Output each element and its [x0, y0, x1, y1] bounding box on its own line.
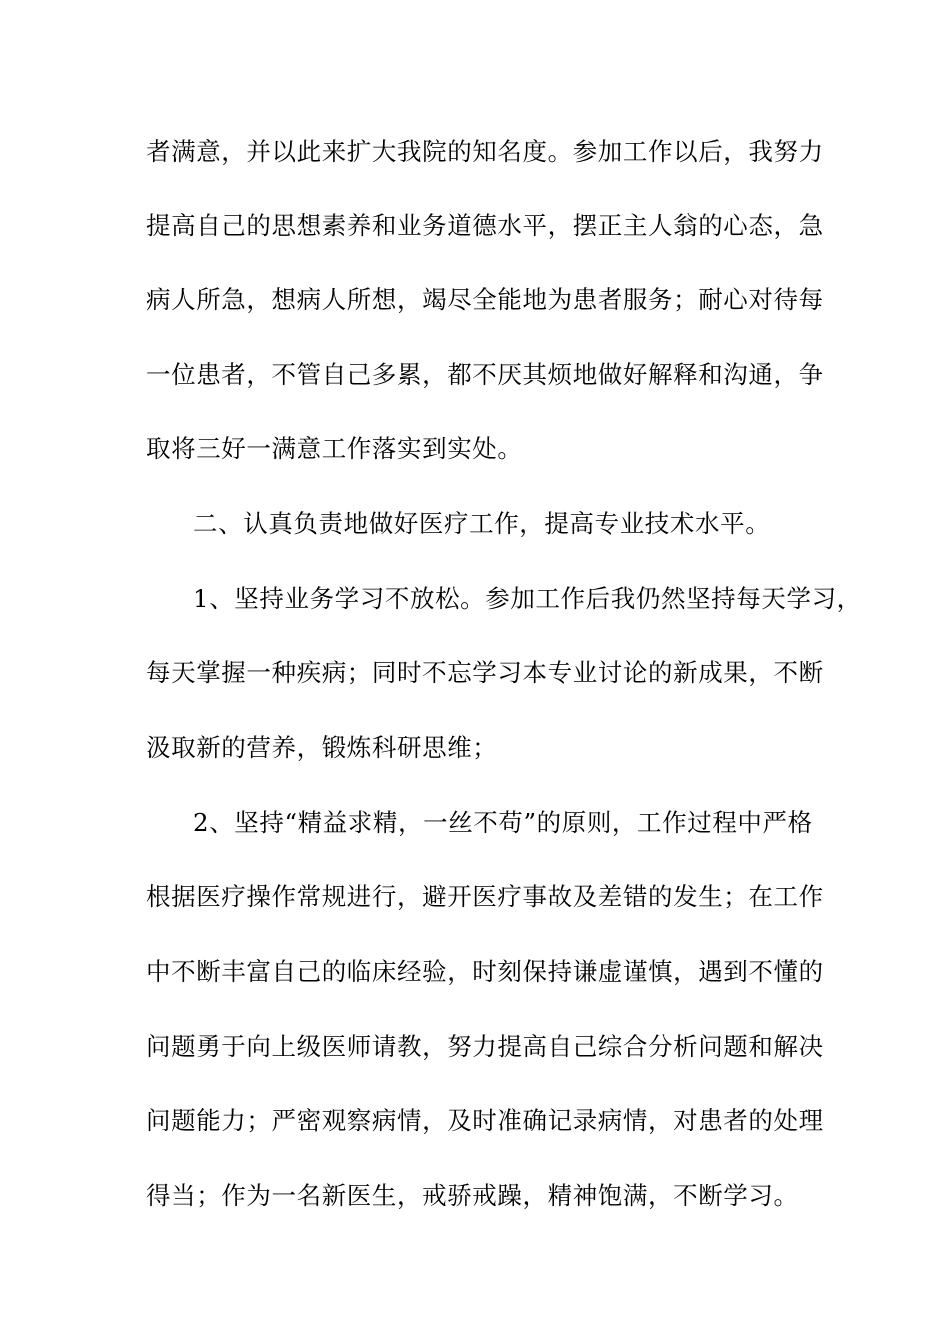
- paragraph-line: 1、坚持业务学习不放松。参加工作后我仍然坚持每天学习，: [193, 584, 862, 613]
- paragraph-line: 者满意，并以此来扩大我院的知名度。参加工作以后，我努力: [146, 137, 824, 166]
- paragraph-line: 汲取新的营养，锻炼科研思维；: [146, 733, 498, 762]
- paragraph-line: 一位患者，不管自己多累，都不厌其烦地做好解释和沟通，争: [146, 360, 824, 389]
- paragraph-line: 中不断丰富自己的临床经验，时刻保持谦虚谨慎，遇到不懂的: [146, 957, 824, 986]
- paragraph-line: 每天掌握一种疾病；同时不忘学习本专业讨论的新成果，不断: [146, 658, 824, 687]
- paragraph-line: 提高自己的思想素养和业务道德水平，摆正主人翁的心态，急: [146, 211, 824, 240]
- section-heading: 二、认真负责地做好医疗工作，提高专业技术水平。: [193, 509, 771, 538]
- paragraph-line: 得当；作为一名新医生，戒骄戒躁，精神饱满，不断学习。: [146, 1181, 799, 1210]
- paragraph-line: 2、坚持“精益求精，一丝不苟”的原则，工作过程中严格: [193, 808, 813, 837]
- paragraph-line: 问题勇于向上级医师请教，努力提高自己综合分析问题和解决: [146, 1032, 824, 1061]
- paragraph-line: 取将三好一满意工作落实到实处。: [146, 434, 523, 463]
- paragraph-line: 根据医疗操作常规进行，避开医疗事故及差错的发生；在工作: [146, 882, 824, 911]
- paragraph-line: 病人所急，想病人所想，竭尽全能地为患者服务；耐心对待每: [146, 285, 824, 314]
- paragraph-line: 问题能力；严密观察病情，及时准确记录病情，对患者的处理: [146, 1106, 824, 1135]
